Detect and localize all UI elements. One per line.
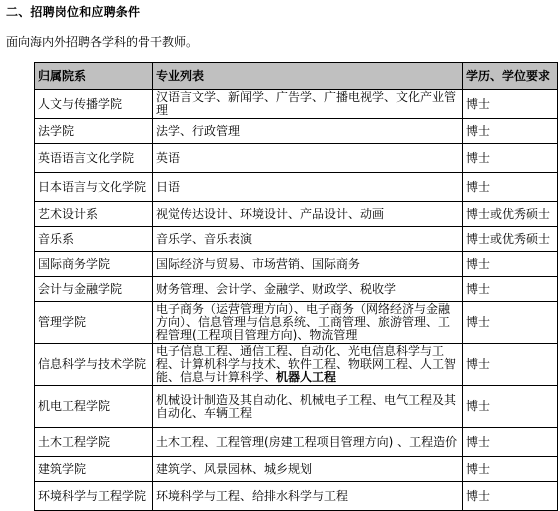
table-row [35, 457, 558, 482]
majors-cell: 英语 [153, 144, 463, 173]
table-row [35, 144, 558, 173]
header-majors: 专业列表 [153, 63, 463, 90]
dept-cell: 土木工程学院 [35, 428, 153, 457]
dept-cell: 管理学院 [35, 302, 153, 344]
dept-cell: 会计与金融学院 [35, 277, 153, 302]
degree-cell: 博士 [463, 302, 558, 344]
majors-cell: 国际经济与贸易、市场营销、国际商务 [153, 252, 463, 277]
table-row [35, 202, 558, 227]
dept-cell: 音乐系 [35, 227, 153, 252]
majors-cell: 建筑学、风景园林、城乡规划 [153, 457, 463, 482]
majors-cell: 环境科学与工程、给排水科学与工程 [153, 482, 463, 511]
dept-cell: 英语语言文化学院 [35, 144, 153, 173]
dept-cell: 机电工程学院 [35, 386, 153, 428]
table-row [35, 344, 558, 386]
intro-text: 面向海内外招聘各学科的骨干教师。 [6, 35, 199, 49]
dept-cell: 日本语言与文化学院 [35, 173, 153, 202]
degree-cell: 博士或优秀硕士 [463, 202, 558, 227]
majors-text: 电子信息工程、通信工程、自动化、光电信息科学与工程、计算机科学与技术、软件工程、物联网工程、人工智能、信息与计算科学、 [156, 344, 457, 384]
majors-cell: 法学、行政管理 [153, 119, 463, 144]
dept-cell: 国际商务学院 [35, 252, 153, 277]
dept-cell: 法学院 [35, 119, 153, 144]
table-row [35, 119, 558, 144]
dept-cell: 环境科学与工程学院 [35, 482, 153, 511]
majors-cell [153, 344, 463, 386]
majors-cell: 汉语言文学、新闻学、广告学、广播电视学、文化产业管理 [153, 90, 463, 119]
degree-cell: 博士或优秀硕士 [463, 227, 558, 252]
degree-cell: 博士 [463, 144, 558, 173]
table-row [35, 482, 558, 511]
dept-cell: 艺术设计系 [35, 202, 153, 227]
degree-cell: 博士 [463, 344, 558, 386]
majors-cell: 视觉传达设计、环境设计、产品设计、动画 [153, 202, 463, 227]
table-row [35, 90, 558, 119]
table-row [35, 302, 558, 344]
degree-cell: 博士 [463, 277, 558, 302]
degree-cell: 博士 [463, 482, 558, 511]
table-row [35, 428, 558, 457]
table-row [35, 173, 558, 202]
table-row [35, 277, 558, 302]
majors-cell: 日语 [153, 173, 463, 202]
majors-cell: 机械设计制造及其自动化、机械电子工程、电气工程及其自动化、车辆工程 [153, 386, 463, 428]
dept-cell: 人文与传播学院 [35, 90, 153, 119]
degree-cell: 博士 [463, 252, 558, 277]
majors-cell: 财务管理、会计学、金融学、财政学、税收学 [153, 277, 463, 302]
header-degree: 学历、学位要求 [463, 63, 558, 90]
degree-cell: 博士 [463, 119, 558, 144]
majors-cell: 音乐学、音乐表演 [153, 227, 463, 252]
header-dept: 归属院系 [35, 63, 153, 90]
degree-cell: 博士 [463, 457, 558, 482]
degree-cell: 博士 [463, 386, 558, 428]
dept-cell: 建筑学院 [35, 457, 153, 482]
section-heading: 二、招聘岗位和应聘条件 [6, 5, 141, 19]
table-row [35, 227, 558, 252]
table-header-row [35, 63, 558, 90]
majors-bold-text: 机器人工程 [276, 370, 337, 384]
degree-cell: 博士 [463, 90, 558, 119]
table-row [35, 252, 558, 277]
degree-cell: 博士 [463, 173, 558, 202]
degree-cell: 博士 [463, 428, 558, 457]
majors-cell: 电子商务（运营管理方向）、电子商务（网络经济与金融方向）、信息管理与信息系统、工商管理、旅游管理、工程管理(工程项目管理方向)、物流管理 [153, 302, 463, 344]
table-row [35, 386, 558, 428]
positions-table [34, 62, 558, 511]
majors-cell: 土木工程、工程管理(房建工程项目管理方向) 、工程造价 [153, 428, 463, 457]
dept-cell: 信息科学与技术学院 [35, 344, 153, 386]
